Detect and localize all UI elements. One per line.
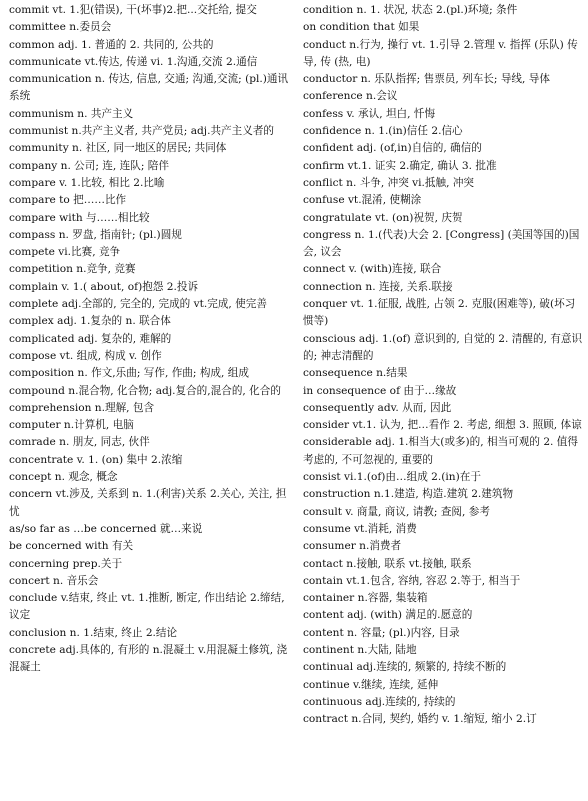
dictionary-entry: composition n. 作文,乐曲; 写作, 作曲; 构成, 组成 xyxy=(9,367,249,380)
dictionary-entry: contact n.接触, 联系 vt.接触, 联系 xyxy=(303,557,472,570)
dictionary-entry: consequently adv. 从而, 因此 xyxy=(303,401,452,414)
dictionary-entry: concrete adj.具体的, 有形的 n.混凝土 v.用混凝土修筑, 浇混凝土 xyxy=(9,643,288,674)
dictionary-entry: conduct n.行为, 操行 vt. 1.引导 2.管理 v. 指挥 (乐队) 传导, 传 (热, 电) xyxy=(303,38,578,68)
dictionary-entry: in consequence of 由于…缘故 xyxy=(303,384,457,397)
dictionary-entry: condition n. 1. 状况, 状态 2.(pl.)环境; 条件 xyxy=(303,4,518,16)
dictionary-entry: committee n.委员会 xyxy=(9,21,112,34)
dictionary-entry: consider vt.1. 认为, 把…看作 2. 考虑, 细想 3. 照顾, 体谅 xyxy=(303,419,582,432)
dictionary-entry: communism n. 共产主义 xyxy=(9,107,134,120)
left-column xyxy=(9,2,292,677)
dictionary-entry: continuous adj.连续的, 持续的 xyxy=(303,695,456,708)
dictionary-entry: complicated adj. 复杂的, 难解的 xyxy=(9,332,172,345)
dictionary-entry: concert n. 音乐会 xyxy=(9,574,99,587)
dictionary-entry: company n. 公司; 连, 连队; 陪伴 xyxy=(9,159,169,172)
dictionary-entry: compose vt. 组成, 构成 v. 创作 xyxy=(9,349,162,362)
dictionary-entry: compass n. 罗盘, 指南针; (pl.)圆规 xyxy=(9,228,182,241)
dictionary-entry: concerning prep.关于 xyxy=(9,557,123,570)
dictionary-entry: connect v. (with)连接, 联合 xyxy=(303,263,442,276)
dictionary-entry: on condition that 如果 xyxy=(303,21,420,34)
dictionary-entry: communication n. 传达, 信息, 交通; 沟通,交流; (pl.)通讯系统 xyxy=(9,73,289,103)
dictionary-entry: consumer n.消费者 xyxy=(303,540,402,553)
right-column xyxy=(303,2,583,728)
dictionary-entry: complain v. 1.( about, of)抱怨 2.投诉 xyxy=(9,280,199,293)
dictionary-entry: considerable adj. 1.相当大(或多)的, 相当可观的 2. 值得考虑的, 不可忽视的, 重要的 xyxy=(303,436,578,466)
dictionary-entry: continent n.大陆, 陆地 xyxy=(303,643,417,656)
dictionary-entry: conquer vt. 1.征服, 战胜, 占领 2. 克服(困难等), 破(坏习惯等) xyxy=(303,298,576,328)
dictionary-entry: conscious adj. 1.(of) 意识到的, 自觉的 2. 清醒的, 有意识的; 神志清醒的 xyxy=(303,332,583,362)
dictionary-entry: consequence n.结果 xyxy=(303,367,408,380)
dictionary-entry: compare v. 1.比较, 相比 2.比喻 xyxy=(9,176,165,189)
dictionary-entry: compete vi.比赛, 竞争 xyxy=(9,246,121,259)
dictionary-entry: contain vt.1.包含, 容纳, 容忍 2.等于, 相当于 xyxy=(303,574,521,587)
dictionary-entry: conference n.会议 xyxy=(303,90,398,103)
dictionary-entry: conclusion n. 1.结束, 终止 2.结论 xyxy=(9,626,178,639)
dictionary-entry: compound n.混合物, 化合物; adj.复合的,混合的, 化合的 xyxy=(9,384,281,397)
dictionary-entry: community n. 社区, 同一地区的居民; 共同体 xyxy=(9,142,227,155)
dictionary-entry: concentrate v. 1. (on) 集中 2.浓缩 xyxy=(9,453,183,466)
dictionary-entry: consult v. 商量, 商议, 请教; 查阅, 参考 xyxy=(303,505,490,518)
dictionary-entry: container n.容器, 集装箱 xyxy=(303,592,428,605)
dictionary-entry: content adj. (with) 满足的.愿意的 xyxy=(303,609,473,622)
dictionary-entry: concern vt.涉及, 关系到 n. 1.(利害)关系 2.关心, 关注, 担忧 xyxy=(9,488,287,518)
dictionary-entry: comrade n. 朋友, 同志, 伙伴 xyxy=(9,436,150,449)
dictionary-entry: conclude v.结束, 终止 vt. 1.推断, 断定, 作出结论 2.缔结, 议定 xyxy=(9,592,285,622)
dictionary-entry: as/so far as …be concerned 就…来说 xyxy=(9,522,203,535)
dictionary-entry: connection n. 连接, 关系.联接 xyxy=(303,280,453,293)
dictionary-entry: confuse vt.混淆, 使糊涂 xyxy=(303,194,422,207)
dictionary-entry: computer n.计算机, 电脑 xyxy=(9,419,134,432)
dictionary-entry: communicate vt.传达, 传递 vi. 1.沟通,交流 2.通信 xyxy=(9,55,258,68)
dictionary-entry: content n. 容量; (pl.)内容, 目录 xyxy=(303,626,460,639)
dictionary-entry: compare to 把……比作 xyxy=(9,194,127,207)
dictionary-entry: compare with 与……相比较 xyxy=(9,211,150,224)
dictionary-entry: consume vt.消耗, 消费 xyxy=(303,522,417,535)
dictionary-entry: competition n.竞争, 竞赛 xyxy=(9,263,136,276)
dictionary-entry: concept n. 观念, 概念 xyxy=(9,471,118,484)
dictionary-entry: confess v. 承认, 坦白, 忏悔 xyxy=(303,107,436,120)
dictionary-entry: construction n.1.建造, 构造.建筑 2.建筑物 xyxy=(303,488,514,501)
dictionary-entry: continue v.继续, 连续, 延伸 xyxy=(303,678,439,691)
dictionary-entry: conductor n. 乐队指挥; 售票员, 列车长; 导线, 导体 xyxy=(303,73,550,86)
dictionary-entry: confidence n. 1.(in)信任 2.信心 xyxy=(303,125,463,138)
dictionary-entry: communist n.共产主义者, 共产党员; adj.共产主义者的 xyxy=(9,125,275,138)
dictionary-entry: contract n.合同, 契约, 婚约 v. 1.缩短, 缩小 2.订 xyxy=(303,713,537,726)
dictionary-entry: confirm vt.1. 证实 2.确定, 确认 3. 批准 xyxy=(303,159,497,172)
dictionary-entry: confident adj. (of,in)自信的, 确信的 xyxy=(303,142,482,155)
dictionary-entry: comprehension n.理解, 包含 xyxy=(9,401,155,414)
dictionary-entry: commit vt. 1.犯(错误), 干(坏事)2.把...交托给, 提交 xyxy=(9,4,257,16)
dictionary-entry: common adj. 1. 普通的 2. 共同的, 公共的 xyxy=(9,38,214,51)
dictionary-entry: be concerned with 有关 xyxy=(9,540,134,553)
dictionary-entry: congress n. 1.(代表)大会 2. [Congress] (美国等国的)国会, 议会 xyxy=(303,228,580,259)
dictionary-entry: continual adj.连续的, 频繁的, 持续不断的 xyxy=(303,661,507,674)
dictionary-entry: conflict n. 斗争, 冲突 vi.抵触, 冲突 xyxy=(303,176,475,189)
dictionary-entry: complete adj.全部的, 完全的, 完成的 vt.完成, 使完善 xyxy=(9,298,267,311)
dictionary-entry: congratulate vt. (on)祝贺, 庆贺 xyxy=(303,211,463,224)
dictionary-entry: consist vi.1.(of)由…组成 2.(in)在于 xyxy=(303,471,481,484)
dictionary-entry: complex adj. 1.复杂的 n. 联合体 xyxy=(9,315,171,328)
